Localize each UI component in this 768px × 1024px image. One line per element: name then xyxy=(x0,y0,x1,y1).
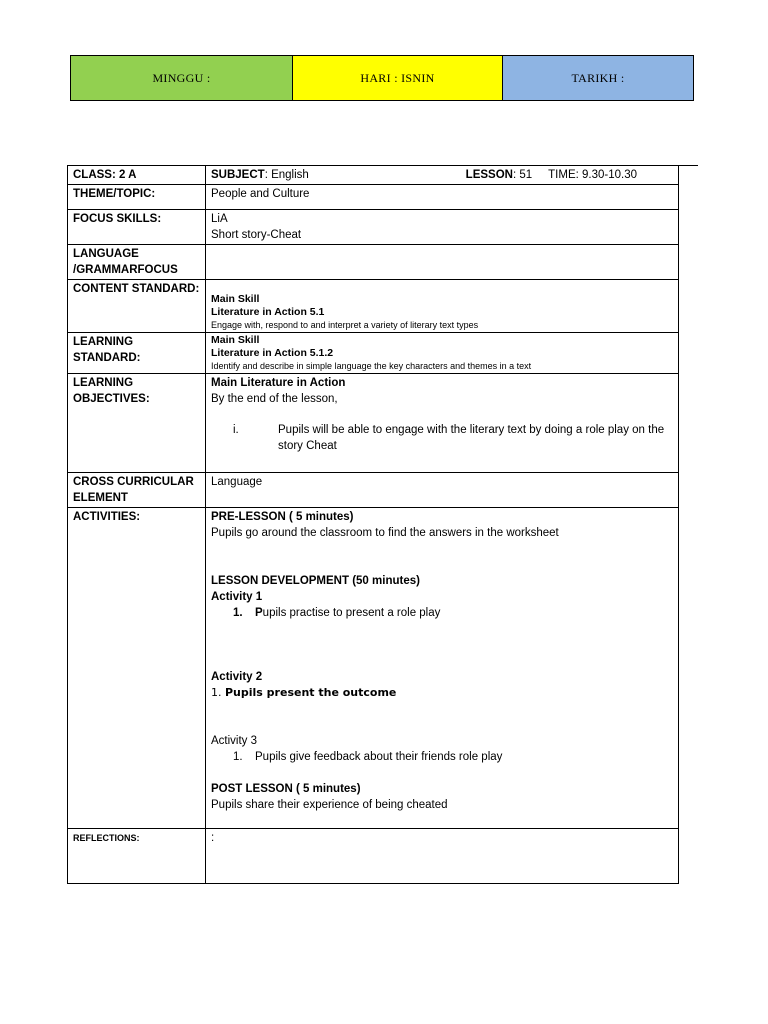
reflections-label: REFLECTIONS: xyxy=(68,829,206,884)
dev-title: LESSON DEVELOPMENT (50 minutes) xyxy=(211,575,420,587)
table-row xyxy=(68,166,679,185)
table-row xyxy=(68,245,679,280)
content-cell xyxy=(206,280,679,333)
content-action: Literature in Action 5.1 xyxy=(211,306,325,318)
lesson-plan-table xyxy=(67,165,679,884)
language-value xyxy=(206,245,679,280)
header-minggu: MINGGU : xyxy=(71,56,293,100)
header-bar xyxy=(70,55,694,101)
activities-cell xyxy=(206,508,679,829)
table-top-extension-line xyxy=(678,165,698,166)
learning-std-action: Literature in Action 5.1.2 xyxy=(211,347,334,359)
language-label: LANGUAGE /GRAMMARFOCUS xyxy=(68,245,206,280)
focus-cell xyxy=(206,210,679,245)
activity2-title: Activity 2 xyxy=(211,671,263,683)
header-tarikh: TARIKH : xyxy=(503,56,693,100)
activity2-num: 1. xyxy=(211,686,222,699)
focus-line1: LiA xyxy=(211,213,228,225)
table-row xyxy=(68,280,679,333)
activity3-num: 1. xyxy=(233,751,243,763)
objectives-intro: By the end of the lesson, xyxy=(211,393,338,405)
class-label: CLASS: 2 A xyxy=(68,166,206,185)
table-row xyxy=(68,473,679,508)
focus-line2: Short story-Cheat xyxy=(211,229,302,241)
post-lesson-title: POST LESSON ( 5 minutes) xyxy=(211,783,361,795)
objective-text: Pupils will be able to engage with the literary text by doing a role play on the story Cheat xyxy=(278,424,665,452)
reflections-value: : xyxy=(206,829,679,884)
activity3-title: Activity 3 xyxy=(211,735,258,747)
lesson-value: : 51 xyxy=(512,169,533,181)
pre-lesson-text: Pupils go around the classroom to find the answers in the worksheet xyxy=(211,527,559,539)
theme-label: THEME/TOPIC: xyxy=(68,185,206,210)
activity3-text: Pupils give feedback about their friends role play xyxy=(255,751,503,763)
pre-lesson-title: PRE-LESSON ( 5 minutes) xyxy=(211,511,354,523)
objective-num: i. xyxy=(233,424,239,436)
learning-std-main-skill: Main Skill xyxy=(211,334,260,346)
content-label: CONTENT STANDARD: xyxy=(68,280,206,333)
activity1-num: 1. xyxy=(233,607,243,619)
table-row xyxy=(68,374,679,473)
learning-std-desc: Identify and describe in simple language the key characters and themes in a text xyxy=(211,361,532,371)
theme-value: People and Culture xyxy=(206,185,679,210)
objectives-title: Main Literature in Action xyxy=(211,377,346,389)
post-lesson-text: Pupils share their experience of being cheated xyxy=(211,799,448,811)
objectives-cell xyxy=(206,374,679,473)
header-hari: HARI : ISNIN xyxy=(293,56,503,100)
content-main-skill: Main Skill xyxy=(211,293,260,305)
table-row xyxy=(68,210,679,245)
activity1-first-letter: P xyxy=(255,607,263,619)
activity1-title: Activity 1 xyxy=(211,591,263,603)
content-desc: Engage with, respond to and interpret a variety of literary text types xyxy=(211,320,479,330)
objectives-label: LEARNING OBJECTIVES: xyxy=(68,374,206,473)
cross-value: Language xyxy=(206,473,679,508)
activity1-text: upils practise to present a role play xyxy=(262,607,441,619)
cross-label: CROSS CURRICULAR ELEMENT xyxy=(68,473,206,508)
time-value: TIME: 9.30-10.30 xyxy=(548,169,637,181)
lesson-label: LESSON xyxy=(465,169,513,181)
subject-value: : English xyxy=(264,169,309,181)
table-row xyxy=(68,333,679,374)
learning-std-cell xyxy=(206,333,679,374)
focus-label: FOCUS SKILLS: xyxy=(68,210,206,245)
subject-cell xyxy=(206,166,679,185)
table-row xyxy=(68,508,679,829)
activities-label: ACTIVITIES: xyxy=(68,508,206,829)
activity2-text: Pupils present the outcome xyxy=(225,686,397,699)
table-row xyxy=(68,829,679,884)
learning-std-label: LEARNING STANDARD: xyxy=(68,333,206,374)
subject-label: SUBJECT xyxy=(211,169,265,181)
table-row xyxy=(68,185,679,210)
